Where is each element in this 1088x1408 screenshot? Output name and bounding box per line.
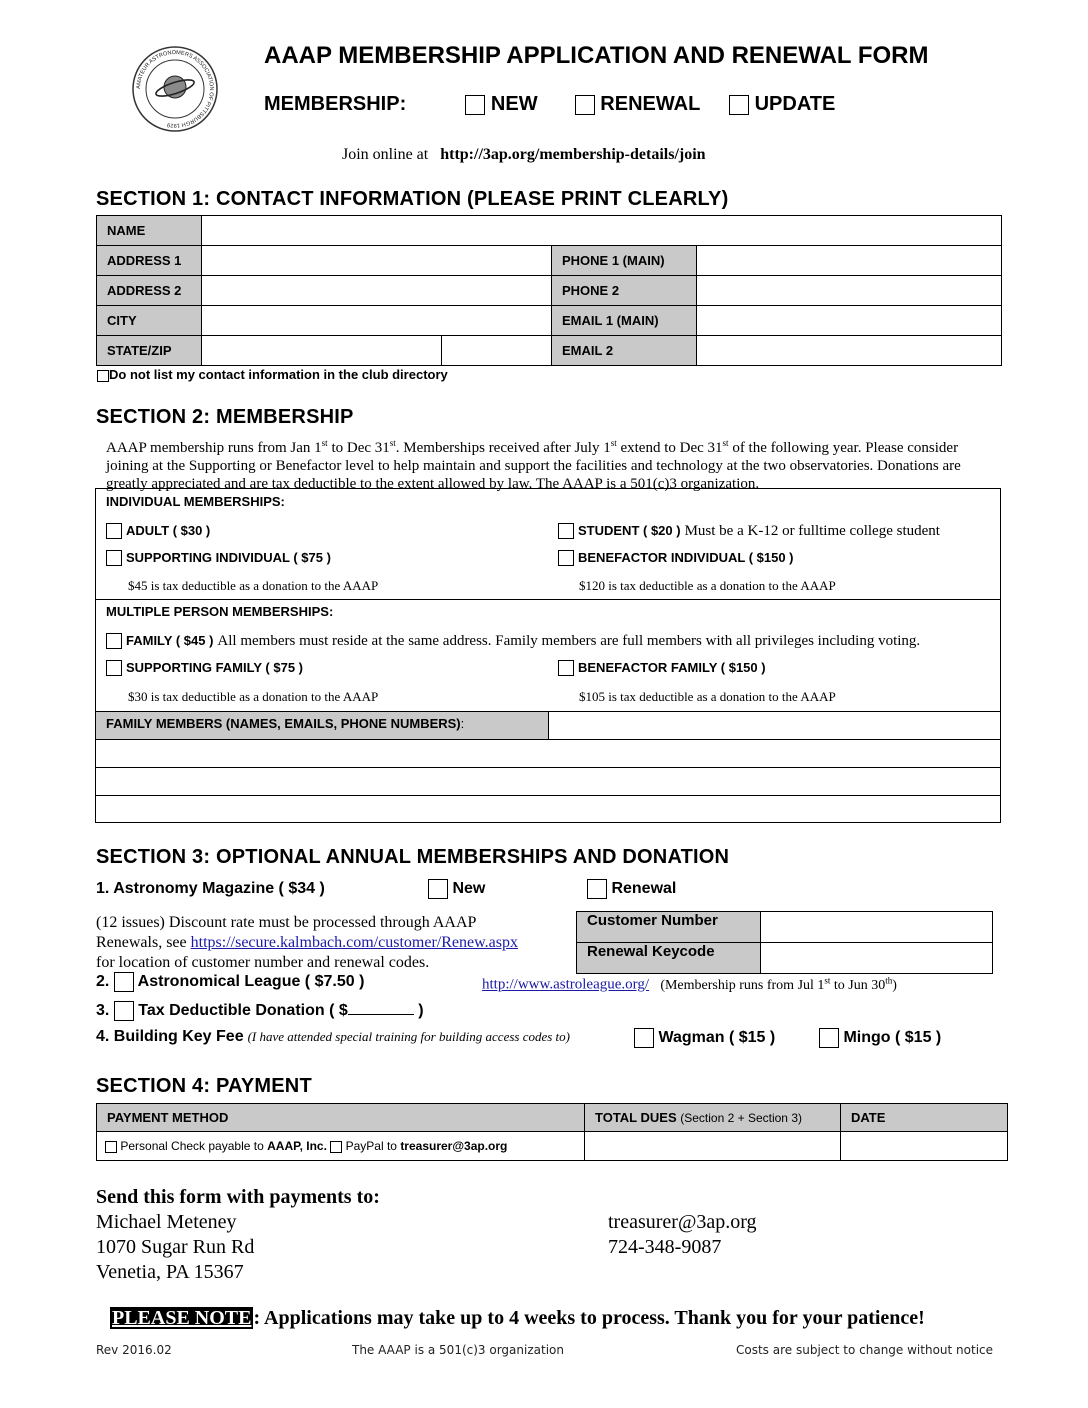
name-field[interactable] <box>202 216 1002 246</box>
join-prefix: Join online at <box>342 146 429 163</box>
name-label: NAME <box>97 216 202 246</box>
send-phone: 724-348-9087 <box>608 1236 722 1258</box>
magazine-note: (12 issues) Discount rate must be processed through AAAP Renewals, see https://secure.kalmbach.com/customer/Renew.aspx for location of customer number and renewal codes. <box>96 914 518 971</box>
family-members-label: FAMILY MEMBERS (NAMES, EMAILS, PHONE NUMBERS): <box>106 716 465 731</box>
section3-heading: SECTION 3: OPTIONAL ANNUAL MEMBERSHIPS AND DONATION <box>96 846 730 868</box>
supporting-family-checkbox[interactable] <box>106 660 122 676</box>
building-key-note: (I have attended special training for building access codes to) <box>247 1029 570 1044</box>
payment-table <box>96 1103 1008 1161</box>
benefactor-family-option <box>558 659 766 677</box>
student-note: Must be a K-12 or fulltime college student <box>684 523 940 539</box>
notice-text: : Applications may take up to 4 weeks to process. Thank you for your patience! <box>253 1307 925 1329</box>
membership-type-row <box>264 93 835 116</box>
renewal-keycode-field[interactable] <box>761 943 993 974</box>
payment-method-header: PAYMENT METHOD <box>97 1104 585 1132</box>
wagman-option <box>634 1028 775 1048</box>
send-email: treasurer@3ap.org <box>608 1211 757 1233</box>
multiple-heading: MULTIPLE PERSON MEMBERSHIPS: <box>106 604 334 619</box>
family-checkbox[interactable] <box>106 633 122 649</box>
wagman-checkbox[interactable] <box>634 1028 654 1048</box>
date-field[interactable] <box>841 1132 1008 1161</box>
benefactor-family-label: BENEFACTOR FAMILY ( $150 ) <box>578 660 766 675</box>
individual-heading: INDIVIDUAL MEMBERSHIPS: <box>106 494 285 509</box>
state-field[interactable] <box>202 336 442 366</box>
student-label: STUDENT ( $20 ) <box>578 523 681 538</box>
contact-table <box>96 215 1002 366</box>
magazine-renewal-label: Renewal <box>611 880 677 898</box>
phone1-field[interactable] <box>697 246 1002 276</box>
magazine-codes-table <box>576 911 993 974</box>
join-online <box>342 146 706 164</box>
send-name: Michael Meteney <box>96 1211 237 1233</box>
family-members-line-2[interactable] <box>96 768 1000 795</box>
supporting-individual-option <box>106 549 331 567</box>
phone2-field[interactable] <box>697 276 1002 306</box>
total-dues-header: TOTAL DUES (Section 2 + Section 3) <box>585 1104 841 1132</box>
astronomical-league-checkbox[interactable] <box>114 972 134 992</box>
mingo-checkbox[interactable] <box>819 1028 839 1048</box>
address1-field[interactable] <box>202 246 552 276</box>
benefactor-family-checkbox[interactable] <box>558 660 574 676</box>
tax-donation-label-a: Tax Deductible Donation ( $ <box>138 1002 348 1019</box>
section4-heading: SECTION 4: PAYMENT <box>96 1075 312 1097</box>
svg-text:AMATEUR ASTRONOMERS ASSOCIATIO: AMATEUR ASTRONOMERS ASSOCIATION OF PITTSBURGH 1929 <box>135 49 215 129</box>
footer-rev: Rev 2016.02 <box>96 1343 172 1357</box>
customer-number-field[interactable] <box>761 912 993 943</box>
tax-donation-checkbox[interactable] <box>114 1001 134 1021</box>
supporting-family-label: SUPPORTING FAMILY ( $75 ) <box>126 660 303 675</box>
aaap-logo <box>130 44 220 134</box>
email2-field[interactable] <box>697 336 1002 366</box>
send-street: 1070 Sugar Run Rd <box>96 1236 255 1258</box>
astronomical-league-label: Astronomical League ( $7.50 ) <box>137 973 365 991</box>
family-members-field[interactable] <box>550 712 1000 739</box>
wagman-label: Wagman ( $15 ) <box>658 1029 776 1047</box>
family-note: All members must reside at the same address. Family members are full members with all privileges including voting. <box>217 633 921 649</box>
building-key-label: 4. Building Key Fee <box>96 1028 244 1045</box>
directory-optout-row <box>97 367 448 382</box>
adult-label: ADULT ( $30 ) <box>126 523 211 538</box>
family-label: FAMILY ( $45 ) <box>126 633 214 648</box>
magazine-renewal-checkbox[interactable] <box>587 879 607 899</box>
magazine-new-label: New <box>452 880 486 898</box>
student-option <box>558 522 940 540</box>
city-field[interactable] <box>202 306 552 336</box>
mingo-option <box>819 1028 941 1048</box>
adult-checkbox[interactable] <box>106 523 122 539</box>
send-contact <box>608 1210 757 1260</box>
phone1-label: PHONE 1 (MAIN) <box>552 246 697 276</box>
building-key-row <box>96 1028 570 1046</box>
footer-costs: Costs are subject to change without notice <box>736 1343 994 1357</box>
membership-intro: AAAP membership runs from Jan 1st to Dec 31st. Memberships received after July 1st extend to Dec 31st of the following year. Please consider joining at the Supporting or Benefactor level to help maintain and support the facilities and technology at the two observatories. Donations are greatly appreciated and are tax deductible to the extent allowed by law. The AAAP is a 501(c)3 organization. <box>106 438 961 492</box>
mingo-label: Mingo ( $15 ) <box>843 1029 942 1047</box>
update-checkbox[interactable] <box>729 95 749 115</box>
phone2-label: PHONE 2 <box>552 276 697 306</box>
date-header: DATE <box>841 1104 1008 1132</box>
supporting-individual-checkbox[interactable] <box>106 550 122 566</box>
join-url-link[interactable]: http://3ap.org/membership-details/join <box>440 146 706 163</box>
zip-field[interactable] <box>442 336 552 366</box>
email2-label: EMAIL 2 <box>552 336 697 366</box>
adult-option <box>106 522 210 540</box>
magazine-renewal-option <box>587 879 676 899</box>
supporting-individual-label: SUPPORTING INDIVIDUAL ( $75 ) <box>126 550 331 565</box>
benefactor-individual-option <box>558 549 794 567</box>
renewal-keycode-label: Renewal Keycode <box>577 943 761 974</box>
footer-org: The AAAP is a 501(c)3 organization <box>352 1343 564 1357</box>
supporting-family-option <box>106 659 303 677</box>
address2-label: ADDRESS 2 <box>97 276 202 306</box>
new-checkbox[interactable] <box>465 95 485 115</box>
statezip-label: STATE/ZIP <box>97 336 202 366</box>
send-city: Venetia, PA 15367 <box>96 1261 244 1283</box>
supporting-family-note: $30 is tax deductible as a donation to the AAAP <box>128 689 379 704</box>
email1-label: EMAIL 1 (MAIN) <box>552 306 697 336</box>
kalmbach-renew-link[interactable]: https://secure.kalmbach.com/customer/Renew.aspx <box>190 934 518 951</box>
family-members-line-1[interactable] <box>96 740 1000 767</box>
please-note-label: PLEASE NOTE <box>112 1307 252 1329</box>
benefactor-individual-note: $120 is tax deductible as a donation to the AAAP <box>579 578 836 593</box>
total-dues-field[interactable] <box>585 1132 841 1161</box>
directory-optout-label: Do not list my contact information in the club directory <box>109 367 448 382</box>
astroleague-link[interactable]: http://www.astroleague.org/ <box>482 976 650 993</box>
benefactor-individual-checkbox[interactable] <box>558 550 574 566</box>
directory-optout-checkbox[interactable] <box>97 370 109 382</box>
section2-heading: SECTION 2: MEMBERSHIP <box>96 406 354 428</box>
section1-heading: SECTION 1: CONTACT INFORMATION (PLEASE PRINT CLEARLY) <box>96 188 729 210</box>
send-address <box>96 1210 254 1285</box>
benefactor-family-note: $105 is tax deductible as a donation to the AAAP <box>579 689 836 704</box>
renewal-label: RENEWAL <box>600 93 700 115</box>
family-option <box>106 632 920 650</box>
family-members-line-3[interactable] <box>96 796 1000 823</box>
renewal-checkbox[interactable] <box>575 95 595 115</box>
send-heading: Send this form with payments to: <box>96 1186 380 1208</box>
form-title: AAAP MEMBERSHIP APPLICATION AND RENEWAL FORM <box>264 42 929 69</box>
update-label: UPDATE <box>754 93 836 115</box>
tax-donation-amount-field[interactable] <box>348 1000 414 1015</box>
city-label: CITY <box>97 306 202 336</box>
payment-method-options: Personal Check payable to AAAP, Inc. PayPal to treasurer@3ap.org <box>97 1132 585 1161</box>
supporting-individual-note: $45 is tax deductible as a donation to the AAAP <box>128 578 379 593</box>
paypal-checkbox[interactable] <box>330 1141 342 1153</box>
student-checkbox[interactable] <box>558 523 574 539</box>
notice <box>110 1307 925 1330</box>
new-label: NEW <box>490 93 538 115</box>
address1-label: ADDRESS 1 <box>97 246 202 276</box>
magazine-new-option <box>428 879 485 899</box>
astronomy-magazine-label: 1. Astronomy Magazine ( $34 ) <box>96 880 325 897</box>
tax-donation-option: 3. Tax Deductible Donation ( $ ) <box>96 1002 424 1019</box>
membership-label: MEMBERSHIP: <box>264 93 407 115</box>
email1-field[interactable] <box>697 306 1002 336</box>
league-info: http://www.astroleague.org/ (Membership runs from Jul 1st to Jun 30th) <box>482 975 897 993</box>
check-checkbox[interactable] <box>105 1141 117 1153</box>
customer-number-label: Customer Number <box>577 912 761 943</box>
address2-field[interactable] <box>202 276 552 306</box>
astronomical-league-option: 2. Astronomical League ( $7.50 ) <box>96 973 365 991</box>
magazine-new-checkbox[interactable] <box>428 879 448 899</box>
benefactor-individual-label: BENEFACTOR INDIVIDUAL ( $150 ) <box>578 550 794 565</box>
